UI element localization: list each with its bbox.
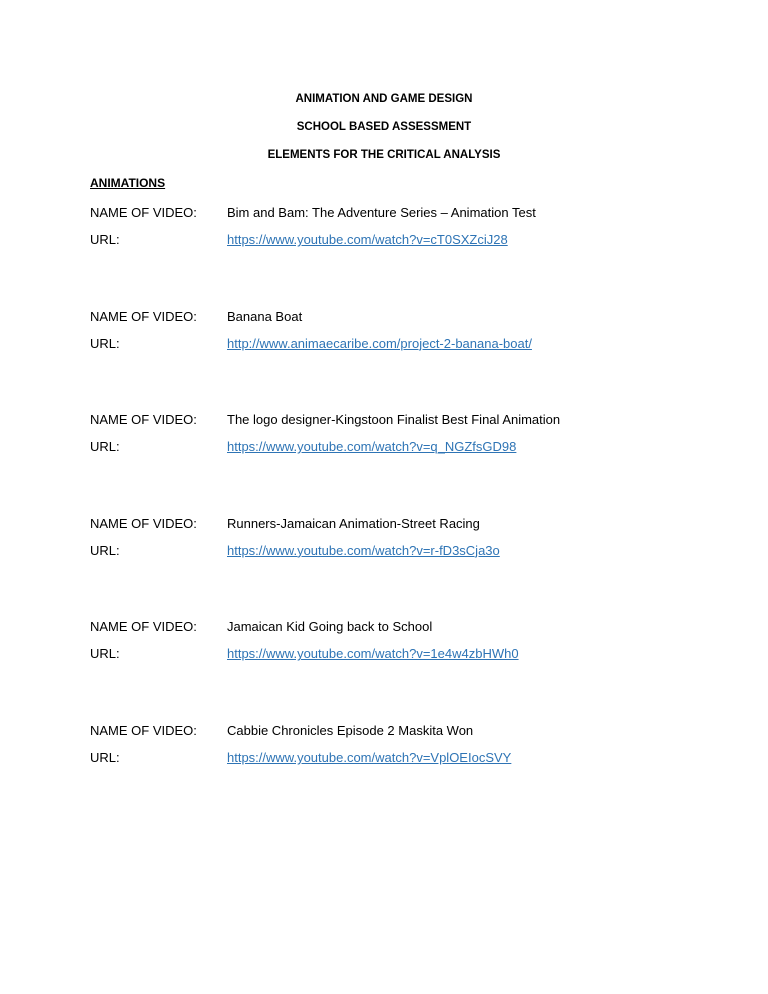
section-heading-animations: ANIMATIONS <box>90 176 166 190</box>
video-url-link[interactable]: https://www.youtube.com/watch?v=cT0SXZciJ28 <box>227 232 508 247</box>
document-subtitle: SCHOOL BASED ASSESSMENT <box>296 121 472 133</box>
document-title: ANIMATION AND GAME DESIGN <box>295 93 473 105</box>
video-url-link[interactable]: https://www.youtube.com/watch?v=VplOEIocSVY <box>227 750 512 765</box>
video-name: Runners-Jamaican Animation-Street Racing <box>227 515 480 531</box>
name-label: NAME OF VIDEO: <box>90 619 197 635</box>
url-label: URL: <box>90 542 120 558</box>
video-name: Jamaican Kid Going back to School <box>227 619 433 635</box>
url-label: URL: <box>90 335 120 351</box>
url-label: URL: <box>90 439 120 455</box>
video-name: The logo designer-Kingstoon Finalist Best Final Animation <box>227 412 561 428</box>
url-label: URL: <box>90 232 120 247</box>
video-name: Cabbie Chronicles Episode 2 Maskita Won <box>227 723 474 738</box>
name-label: NAME OF VIDEO: <box>90 515 197 531</box>
url-label: URL: <box>90 750 120 765</box>
video-name: Banana Boat <box>227 308 303 324</box>
video-url-link[interactable]: https://www.youtube.com/watch?v=r-fD3sCja3o <box>227 542 500 558</box>
url-label: URL: <box>90 646 120 662</box>
name-label: NAME OF VIDEO: <box>90 723 197 738</box>
document-heading: ELEMENTS FOR THE CRITICAL ANALYSIS <box>267 149 501 161</box>
name-label: NAME OF VIDEO: <box>90 308 197 324</box>
video-name: Bim and Bam: The Adventure Series – Animation Test <box>227 205 536 220</box>
name-label: NAME OF VIDEO: <box>90 205 197 220</box>
video-url-link[interactable]: http://www.animaecaribe.com/project-2-banana-boat/ <box>227 335 532 351</box>
video-url-link[interactable]: https://www.youtube.com/watch?v=1e4w4zbHWh0 <box>227 646 519 662</box>
video-url-link[interactable]: https://www.youtube.com/watch?v=q_NGZfsGD98 <box>227 439 517 455</box>
name-label: NAME OF VIDEO: <box>90 412 197 428</box>
